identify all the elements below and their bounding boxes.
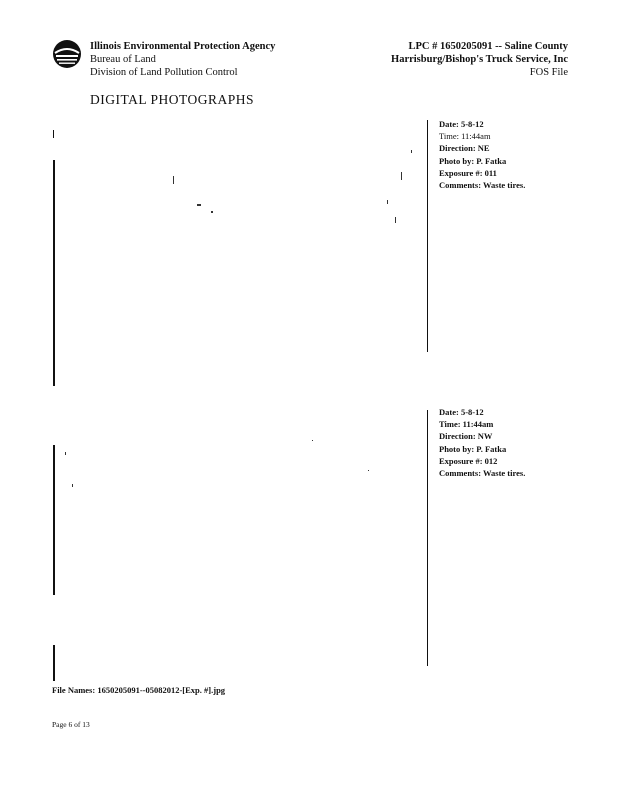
page-number: Page 6 of 13 [52,720,90,729]
photo-2-photographer: Photo by: P. Fatka [439,443,507,454]
site-id-block [391,40,568,79]
photo-2-speck [368,470,369,471]
photo-2-speck [72,484,73,487]
photo-1-speck [401,172,402,180]
lpc-number: LPC # 1650205091 -- Saline County [408,41,568,52]
agency-block [90,40,275,79]
photo-2-speck [312,440,313,441]
agency-name: Illinois Environmental Protection Agency [90,41,276,52]
photo-1-speck [395,217,396,223]
site-name: Harrisburg/Bishop's Truck Service, Inc [391,54,568,65]
photo-1-time: Time: 11:44am [439,131,491,142]
photo-2-direction: Direction: NW [439,431,493,442]
photo-2-comments: Comments: Waste tires. [439,468,526,479]
photo-2-meta [439,406,525,479]
photo-1-photographer: Photo by: P. Fatka [439,155,507,166]
photo-2-exposure: Exposure #: 012 [439,455,498,466]
photo-2-left-edge [53,445,55,595]
photo-1-comments: Comments: Waste tires. [439,180,526,191]
photo-1-speck [197,204,201,206]
file-type: FOS File [529,67,568,78]
photo-1-speck [211,211,213,213]
photo-1-direction: Direction: NE [439,143,490,154]
photo-1-exposure: Exposure #: 011 [439,167,497,178]
photo-1-date: Date: 5-8-12 [439,119,484,129]
photo-1-meta [439,118,525,191]
bureau-name: Bureau of Land [90,54,156,65]
photo-2-date: Date: 5-8-12 [439,407,484,417]
photo-2-speck [65,452,66,455]
photo-2-time: Time: 11:44am [439,419,494,430]
file-names: File Names: 1650205091--05082012-[Exp. #].jpg [52,685,226,695]
photo-1-left-edge [53,160,55,386]
page-title: DIGITAL PHOTOGRAPHS [90,92,255,107]
photo-1-right-edge [427,120,428,352]
photo-1-speck [387,200,388,204]
photo-1-speck [411,150,412,153]
illinois-epa-logo-icon [52,39,82,69]
photo-1-speck [173,176,174,184]
division-name: Division of Land Pollution Control [90,67,238,78]
photo-1-edge-mark [53,130,54,138]
photo-2-right-edge [427,410,428,666]
photo-2-left-edge-lower [53,645,55,681]
